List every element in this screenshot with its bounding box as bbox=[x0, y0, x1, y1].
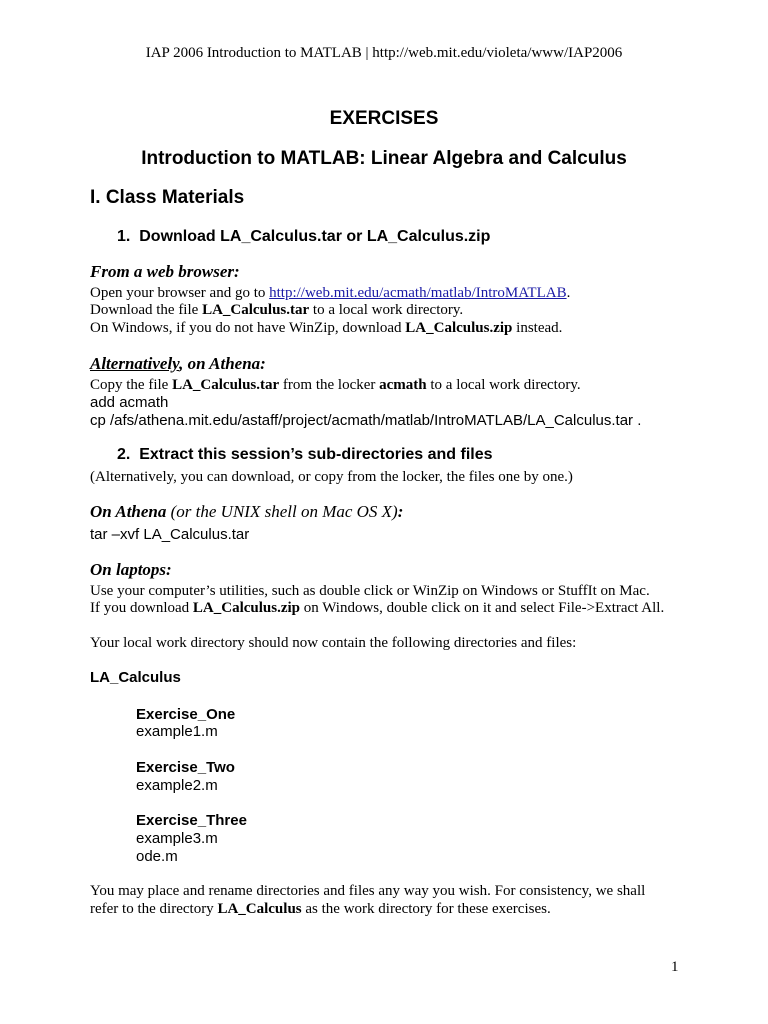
tree-dir-exercise-three: Exercise_Three bbox=[136, 812, 247, 829]
tree-file-ode: ode.m bbox=[136, 848, 178, 865]
command-add-acmath: add acmath bbox=[90, 394, 169, 411]
contains-line: Your local work directory should now contain the following directories and files: bbox=[90, 635, 577, 651]
step-heading-extract bbox=[117, 446, 493, 464]
page-title: EXERCISES bbox=[329, 108, 439, 129]
closing-line-2: refer to the directory LA_Calculus as the work directory for these exercises. bbox=[90, 901, 551, 917]
tree-dir-exercise-one: Exercise_One bbox=[136, 706, 236, 723]
intromatlab-link[interactable]: http://web.mit.edu/acmath/matlab/IntroMATLAB bbox=[269, 285, 567, 301]
command-cp: cp /afs/athena.mit.edu/astaff/project/acmath/matlab/IntroMATLAB/LA_Calculus.tar . bbox=[90, 412, 642, 429]
laptops-line-1: Use your computer’s utilities, such as double click or WinZip on Windows or StuffIt on Mac. bbox=[90, 583, 650, 599]
web-line-1: Open your browser and go to http://web.mit.edu/acmath/matlab/IntroMATLAB. bbox=[90, 285, 571, 301]
tree-file-example3: example3.m bbox=[136, 830, 218, 847]
page-number: 1 bbox=[671, 959, 679, 975]
page-subtitle: Introduction to MATLAB: Linear Algebra and Calculus bbox=[141, 148, 627, 169]
tree-file-example2: example2.m bbox=[136, 777, 218, 794]
alt-line-1: Copy the file LA_Calculus.tar from the locker acmath to a local work directory. bbox=[90, 377, 581, 393]
web-line-2: Download the file LA_Calculus.tar to a local work directory. bbox=[90, 302, 464, 318]
step-number: 1. bbox=[117, 228, 131, 245]
command-tar: tar –xvf LA_Calculus.tar bbox=[90, 526, 250, 543]
web-line-3: On Windows, if you do not have WinZip, download LA_Calculus.zip instead. bbox=[90, 320, 563, 336]
athena-alt-heading: Alternatively, on Athena: bbox=[90, 354, 266, 373]
laptops-line-2: If you download LA_Calculus.zip on Windows, double click on it and select File->Extract All. bbox=[90, 600, 665, 616]
step-heading-download bbox=[117, 228, 490, 246]
section-heading: I. Class Materials bbox=[90, 187, 245, 208]
tree-dir-exercise-two: Exercise_Two bbox=[136, 759, 235, 776]
step-number: 2. bbox=[117, 446, 131, 463]
step-text: Download LA_Calculus.tar or LA_Calculus.zip bbox=[139, 228, 491, 245]
laptops-heading: On laptops: bbox=[90, 560, 172, 579]
closing-line-1: You may place and rename directories and files any way you wish. For consistency, we shall bbox=[90, 883, 646, 899]
page-header: IAP 2006 Introduction to MATLAB | http://web.mit.edu/violeta/www/IAP2006 bbox=[145, 45, 623, 61]
extract-note: (Alternatively, you can download, or copy from the locker, the files one by one.) bbox=[90, 469, 573, 485]
tree-file-example1: example1.m bbox=[136, 723, 218, 740]
web-browser-heading: From a web browser: bbox=[90, 262, 240, 281]
tree-root-dir: LA_Calculus bbox=[90, 669, 181, 686]
step-text: Extract this session’s sub-directories and files bbox=[139, 446, 493, 463]
athena-heading: On Athena (or the UNIX shell on Mac OS X): bbox=[90, 502, 404, 521]
